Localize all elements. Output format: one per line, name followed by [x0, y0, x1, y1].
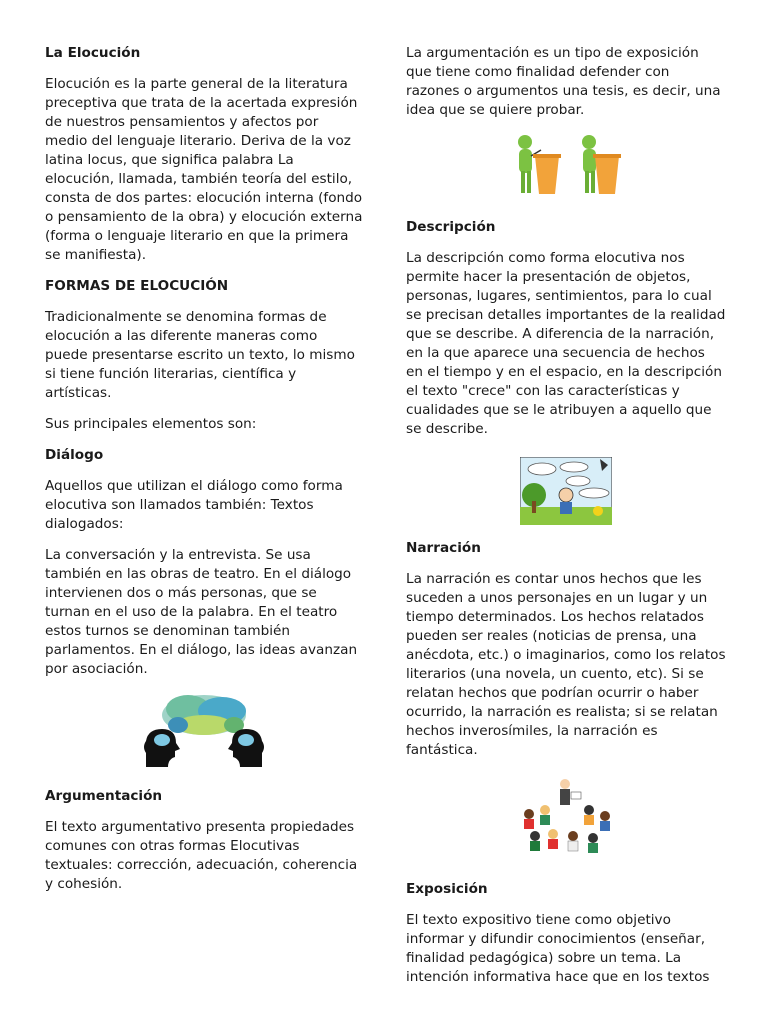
dialogo-paragraph-1: Aquellos que utilizan el diálogo como forma elocutiva son llamados también: Textos dialogados: [45, 478, 343, 532]
elementos-paragraph: Sus principales elementos son: [45, 416, 257, 432]
storytelling-group-image [406, 778, 726, 856]
dialogo-paragraph-2: La conversación y la entrevista. Se usa también en las obras de teatro. En el diálogo intervienen dos o más personas, que se turnan en el uso de la palabra. En el teatro estos turnos se denominan también parlamentos. En el diálogo, las ideas avanzan por asociación. [45, 547, 358, 677]
descripcion-paragraph: La descripción como forma elocutiva nos permite hacer la presentación de objetos, personas, lugares, sentimientos, para lo cual se precisan detalles importantes de la realidad que se describe. A diferencia de la narración, en la que aparece una secuencia de hechos en el tiempo y en el espacio, en la descripción el texto "crece" con las características y cualidades que se le atribuyen a aquello que se describe. [406, 250, 726, 437]
comic-illustration-image [406, 457, 726, 525]
elocucion-paragraph: Elocución es la parte general de la literatura preceptiva que trata de la acertada expresión de nuestros pensamientos y afectos por medio del lenguaje literario. Deriva de la voz latina locus, que significa palabra La elocución, llamada, también teoría del estilo, consta de dos partes: elocución interna (fondo o pensamiento de la obra) y elocución externa (forma o lenguaje literario en que la primera se manifiesta). [45, 76, 363, 263]
narracion-paragraph: La narración es contar unos hechos que les suceden a unos personajes en un lugar y un tiempo determinados. Los hechos relatados pueden ser reales (noticias de prensa, una anécdota, etc.) o imaginarios, como los relatos literarios (una novela, un cuento, etc). Si se relatan hechos que podrían ocurrir o haber ocurrido, la narración es realista; si se relatan hechos inverosímiles, la narración es fantástica. [406, 571, 726, 758]
left-column [45, 44, 363, 906]
exposicion-paragraph: El texto expositivo tiene como objetivo informar y difundir conocimientos (enseñar, finalidad pedagógica) sobre un tema. La intención informativa hace que en los textos [406, 912, 710, 985]
argumentacion-paragraph: El texto argumentativo presenta propiedades comunes con otras formas Elocutivas textuales: corrección, adecuación, coherencia y cohesión. [45, 819, 358, 892]
debate-podiums-image [406, 134, 726, 196]
right-column [406, 44, 726, 999]
argumentacion-cont-paragraph: La argumentación es un tipo de exposición que tiene como finalidad defender con razones o argumentos una tesis, es decir, una idea que se quiere probar. [406, 45, 721, 118]
formas-heading: FORMAS DE ELOCUCIÓN [45, 278, 229, 294]
descripcion-heading: Descripción [406, 219, 496, 235]
exposicion-heading: Exposición [406, 881, 488, 897]
elocucion-heading: La Elocución [45, 45, 141, 61]
argumentacion-heading: Argumentación [45, 788, 163, 804]
narracion-heading: Narración [406, 540, 481, 556]
dialogue-heads-image [45, 691, 363, 769]
formas-paragraph: Tradicionalmente se denomina formas de elocución a las diferente maneras como puede presentarse escrito un texto, lo mismo si tiene función literarias, científica y artísticas. [45, 309, 355, 401]
dialogo-heading: Diálogo [45, 447, 104, 463]
